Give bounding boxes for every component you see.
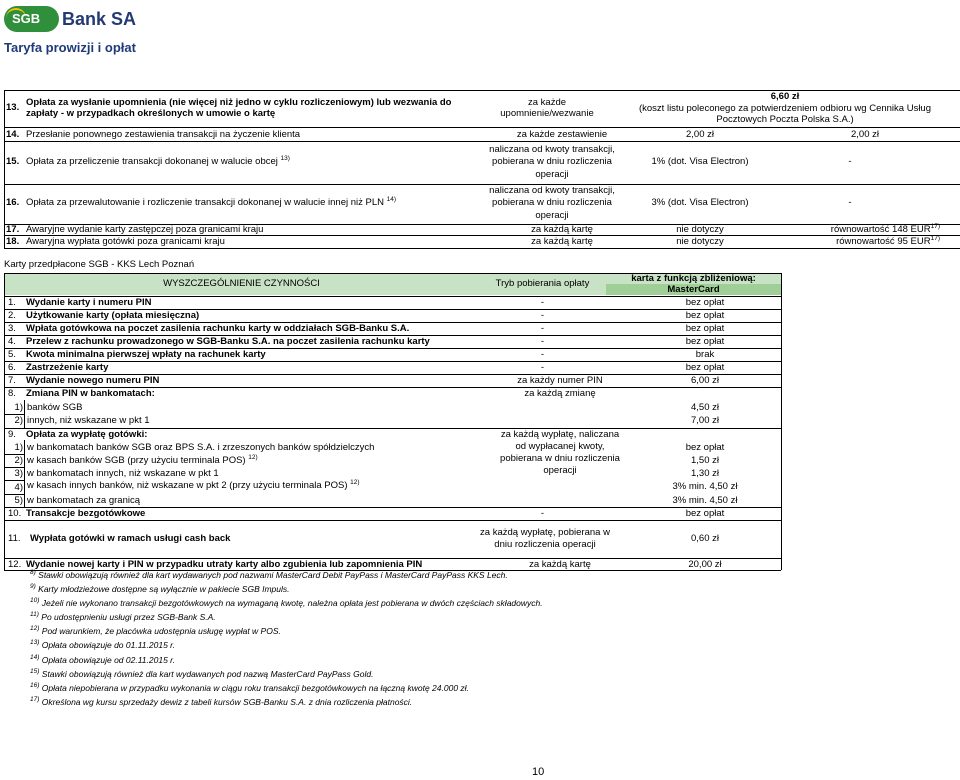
row-fee: 20,00 zł — [688, 559, 722, 570]
row-mode: za każdą zmianę — [524, 388, 596, 399]
row-mode: - — [540, 310, 545, 321]
row-fee: równowartość 95 EUR$^{17)}$ — [836, 234, 940, 247]
section-title: Karty przedpłacone SGB - KKS Lech Poznań — [4, 259, 195, 270]
sub-number: 2) — [14, 415, 23, 426]
row-number: 18. — [6, 236, 20, 247]
row-mode: - — [540, 336, 545, 347]
row-number: 11. — [8, 533, 21, 544]
row-fee: - — [848, 197, 852, 208]
row-description: Opłata za przewalutowanie i rozliczenie transakcji dokonanej w walucie innej niż PLN $^{14)}$ — [26, 195, 397, 208]
column-header-mode: Tryb pobierania opłaty — [495, 278, 590, 289]
row-mode: pobierana w dniu rozliczenia — [492, 197, 612, 208]
row-fee-note: Pocztowych Poczta Polska S.A.) — [716, 114, 854, 125]
row-number: 10. — [8, 508, 22, 519]
row-mode: za każde zestawienie — [516, 129, 608, 140]
row-fee: nie dotyczy — [676, 236, 724, 247]
footnote: $^{16)}$ Opłata niepobierana w przypadku wykonania w ciągu roku transakcji bezgotówkowych na łączną kwotę 24.000 zł. — [30, 682, 469, 693]
row-fee: 6,00 zł — [691, 375, 719, 386]
row-description: Zmiana PIN w bankomatach: — [26, 388, 155, 399]
row-fee: 3% (dot. Visa Electron) — [651, 197, 749, 208]
row-number: 14. — [6, 129, 20, 140]
row-number: 12. — [8, 559, 22, 570]
row-number: 16. — [6, 197, 20, 208]
row-fee: - — [848, 156, 852, 167]
row-number: 15. — [6, 156, 20, 167]
row-number: 9. — [8, 429, 16, 440]
row-mode: pobierana w dniu rozliczenia — [492, 156, 612, 167]
row-mode: za każdą kartę — [531, 236, 593, 247]
sub-number: 3) — [14, 468, 23, 479]
sub-description: w kasach banków SGB (przy użyciu terminala POS) $^{12)}$ — [27, 453, 258, 466]
sub-fee: 1,50 zł — [691, 455, 719, 466]
row-fee: bez opłat — [685, 310, 725, 321]
row-description: Wydanie karty i numeru PIN — [26, 297, 152, 308]
sub-number: 1) — [14, 402, 23, 413]
footnote: $^{12)}$ Pod warunkiem, że placówka udostępnia usługę wypłat w POS. — [30, 625, 281, 636]
sgb-logo — [4, 6, 59, 32]
row-mode: - — [540, 349, 545, 360]
page-number: 10 — [532, 766, 545, 778]
footnote: $^{15)}$ Stawki obowiązują również dla kart wydawanych pod nazwą MasterCard PayPass Gold. — [30, 668, 374, 679]
row-number: 4. — [8, 336, 16, 347]
row-description: Wydanie nowego numeru PIN — [26, 375, 160, 386]
row-description: Awaryjne wydanie karty zastępczej poza granicami kraju — [26, 224, 264, 235]
sub-number: 4) — [14, 482, 23, 493]
row-description: Opłata za wypłatę gotówki: — [26, 429, 148, 440]
row-mode: za każdą wypłatę, pobierana w — [480, 527, 610, 538]
row-number: 8. — [8, 388, 16, 399]
logo-text: SGB — [12, 11, 41, 26]
row-description: Zastrzeżenie karty — [26, 362, 109, 373]
row-description: Wydanie nowej karty i PIN w przypadku utraty karty albo zgubienia lub zapomnienia PIN — [26, 559, 423, 570]
row-mode: za każde — [527, 97, 567, 108]
row-mode: operacji — [535, 169, 569, 180]
row-mode: naliczana od kwoty transakcji, — [489, 185, 615, 196]
row-fee-note: (koszt listu poleconego za potwierdzeniem odbioru wg Cennika Usług — [638, 103, 932, 114]
footnote: $^{9)}$ Karty młodzieżowe dostępne są wyłącznie w pakiecie SGB Impuls. — [30, 583, 290, 594]
row-fee: brak — [695, 349, 715, 360]
column-header-card: karta z funkcją zbliżeniową: — [631, 273, 756, 284]
row-mode: - — [540, 297, 545, 308]
row-number: 6. — [8, 362, 16, 373]
row-mode: dniu rozliczenia operacji — [494, 539, 596, 550]
row-number: 2. — [8, 310, 16, 321]
row-number: 3. — [8, 323, 16, 334]
row-description: Wpłata gotówkowa na poczet zasilenia rachunku karty w oddziałach SGB-Banku S.A. — [26, 323, 410, 334]
row-mode: - — [540, 508, 545, 519]
row-fee: bez opłat — [685, 323, 725, 334]
footnote: $^{14)}$ Opłata obowiązuje od 02.11.2015 r. — [30, 654, 176, 665]
row-fee: bez opłat — [685, 297, 725, 308]
row-fee: nie dotyczy — [676, 224, 724, 235]
sub-fee: 3% min. 4,50 zł — [672, 495, 738, 506]
sub-fee: 1,30 zł — [691, 468, 719, 479]
sub-fee: 4,50 zł — [691, 402, 719, 413]
bank-name: Bank SA — [62, 9, 137, 29]
footnote: $^{11)}$ Po udostępnieniu usługi przez SGB-Bank S.A. — [30, 611, 216, 622]
row-mode: operacji — [543, 465, 577, 476]
row-fee: bez opłat — [685, 508, 725, 519]
row-fee: bez opłat — [685, 362, 725, 373]
row-fee: bez opłat — [685, 336, 725, 347]
sub-description: innych, niż wskazane w pkt 1 — [27, 415, 150, 426]
row-number: 13. — [6, 102, 20, 113]
row-description: Przelew z rachunku prowadzonego w SGB-Banku S.A. na poczet zasilenia rachunku karty — [26, 336, 430, 347]
row-fee: 6,60 zł — [770, 91, 800, 102]
row-fee: 2,00 zł — [686, 129, 714, 140]
row-mode: za każdą kartę — [531, 224, 593, 235]
row-mode: - — [540, 323, 545, 334]
row-mode: za każdą kartę — [529, 559, 591, 570]
sub-fee: bez opłat — [685, 442, 725, 453]
sub-number: 1) — [14, 442, 23, 453]
sub-number: 5) — [14, 495, 23, 506]
row-description: Transakcje bezgotówkowe — [26, 508, 146, 519]
row-description: Awaryjna wypłata gotówki poza granicami kraju — [26, 236, 225, 247]
row-description: Opłata za przeliczenie transakcji dokonanej w walucie obcej $^{13)}$ — [26, 154, 290, 167]
row-fee: 2,00 zł — [851, 129, 879, 140]
row-mode: od wypłacanej kwoty, — [515, 441, 605, 452]
sub-description: banków SGB — [27, 402, 83, 413]
column-header-action: WYSZCZEGÓLNIENIE CZYNNOŚCI — [163, 278, 320, 289]
row-mode: pobierana w dniu rozliczenia — [500, 453, 620, 464]
sub-number: 2) — [14, 455, 23, 466]
sub-description: w bankomatach banków SGB oraz BPS S.A. i zrzeszonych banków spółdzielczych — [27, 442, 375, 453]
row-fee: równowartość 148 EUR$^{17)}$ — [830, 222, 940, 235]
row-fee: 1% (dot. Visa Electron) — [651, 156, 749, 167]
sub-description: w bankomatach za granicą — [27, 495, 141, 506]
footnote: $^{10)}$ Jeżeli nie wykonano transakcji bezgotówkowych na wymaganą kwotę, należna opłata jest pobierana w dwóch częściach składowych. — [30, 597, 543, 608]
footnote: $^{8)}$ Stawki obowiązują również dla kart wydawanych pod nazwami MasterCard Debit PayPass i MasterCard PayPass KKS Lech. — [30, 569, 508, 580]
row-mode: za każdą wypłatę, naliczana — [500, 429, 620, 440]
sub-description: w bankomatach innych, niż wskazane w pkt 1 — [27, 468, 219, 479]
page-title: Taryfa prowizji i opłat — [4, 40, 136, 55]
sub-fee: 7,00 zł — [691, 415, 719, 426]
row-description: Użytkowanie karty (opłata miesięczna) — [26, 310, 200, 321]
row-number: 7. — [8, 375, 16, 386]
row-mode: za każdy numer PIN — [517, 375, 603, 386]
row-fee: 0,60 zł — [691, 533, 719, 544]
row-number: 1. — [8, 297, 16, 308]
footnote: $^{17)}$ Określona wg kursu sprzedaży dewiz z tabeli kursów SGB-Banku S.A. z dnia rozliczenia płatności. — [30, 696, 413, 707]
row-description: Wypłata gotówki w ramach usługi cash back — [30, 533, 231, 544]
row-mode: operacji — [535, 210, 569, 221]
row-mode: upomnienie/wezwanie — [500, 108, 594, 119]
row-description: zapłaty - w przypadkach określonych w umowie o kartę — [26, 108, 276, 119]
row-description: Kwota minimalna pierwszej wpłaty na rachunek karty — [26, 349, 266, 360]
row-number: 17. — [6, 224, 20, 235]
row-mode: naliczana od kwoty transakcji, — [489, 144, 615, 155]
row-number: 5. — [8, 349, 16, 360]
footnote: $^{13)}$ Opłata obowiązuje do 01.11.2015 r. — [30, 639, 176, 650]
sub-description: w kasach innych banków, niż wskazane w pkt 2 (przy użyciu terminala POS) $^{12)}$ — [27, 478, 360, 491]
row-description: Opłata za wysłanie upomnienia (nie więcej niż jedno w cyklu rozliczeniowym) lub wezwania do — [26, 97, 452, 108]
row-description: Przesłanie ponownego zestawienia transakcji na życzenie klienta — [26, 129, 301, 140]
sub-fee: 3% min. 4,50 zł — [672, 481, 738, 492]
row-mode: - — [540, 362, 545, 373]
column-header-card-sub: MasterCard — [667, 284, 720, 295]
